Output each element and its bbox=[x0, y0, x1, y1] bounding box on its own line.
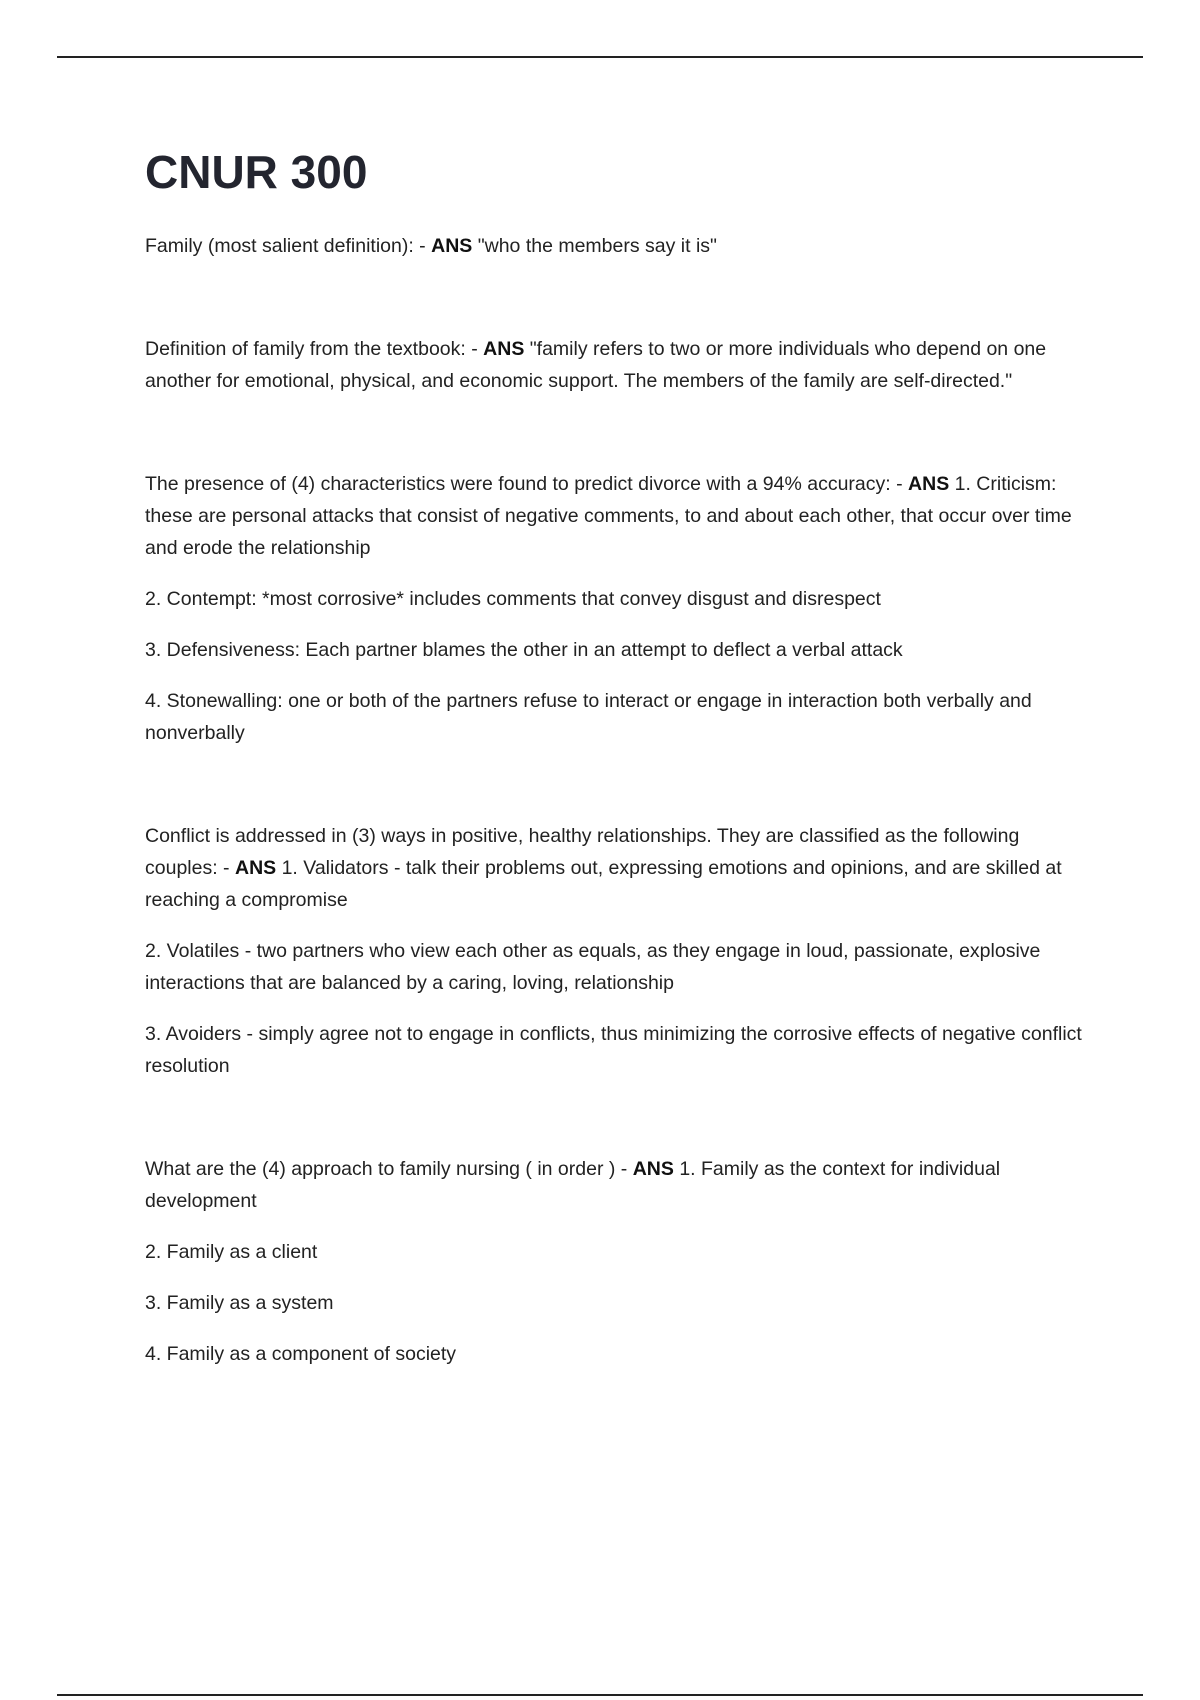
answer-list-item: 4. Stonewalling: one or both of the partners refuse to interact or engage in interaction both verbally and nonverbally bbox=[145, 690, 1032, 744]
bottom-rule bbox=[57, 1694, 1143, 1696]
ans-label: ANS bbox=[431, 235, 473, 257]
ans-label: ANS bbox=[632, 1158, 674, 1180]
qa-item bbox=[145, 230, 1085, 262]
answer-list-item: 2. Family as a client bbox=[145, 1241, 318, 1263]
answer-text: "who the members say it is" bbox=[477, 235, 717, 257]
ans-label: ANS bbox=[234, 857, 277, 879]
question-text: What are the (4) approach to family nursing ( in order ) bbox=[145, 1158, 616, 1180]
qa-item bbox=[145, 333, 1085, 397]
question-text: Family (most salient definition): bbox=[145, 235, 414, 257]
document-title: CNUR 300 bbox=[145, 146, 368, 198]
separator: - bbox=[413, 235, 432, 257]
answer-text: 1. Validators - talk their problems out, expressing emotions and opinions, and are skilled at reaching a compromise bbox=[145, 857, 1062, 911]
answer-list-item: 3. Defensiveness: Each partner blames the other in an attempt to deflect a verbal attack bbox=[145, 639, 903, 661]
question-text: The presence of (4) characteristics were found to predict divorce with a 94% accuracy: bbox=[145, 473, 891, 495]
answer-list-item: 2. Volatiles - two partners who view each other as equals, as they engage in loud, passionate, explosive interactions that are balanced by a caring, loving, relationship bbox=[145, 940, 1041, 994]
answer-list-item: 3. Family as a system bbox=[145, 1292, 334, 1314]
answer-list-item: 4. Family as a component of society bbox=[145, 1343, 457, 1365]
answer-list-item: 3. Avoiders - simply agree not to engage in conflicts, thus minimizing the corrosive effects of negative conflict resolution bbox=[145, 1023, 1082, 1077]
separator: - bbox=[615, 1158, 633, 1180]
qa-item bbox=[145, 820, 1085, 916]
question-text: Conflict is addressed in (3) ways in positive, healthy relationships. They are classified as the following couples: bbox=[145, 825, 1020, 879]
top-rule bbox=[57, 56, 1143, 58]
document-body bbox=[145, 142, 1085, 1389]
qa-item bbox=[145, 468, 1085, 564]
answer-text: 1. Criticism: these are personal attacks that consist of negative comments, to and about each other, that occur over time and erode the relationship bbox=[145, 473, 1072, 559]
separator: - bbox=[217, 857, 235, 879]
qa-list bbox=[145, 230, 1085, 1370]
question-text: Definition of family from the textbook: bbox=[145, 338, 466, 360]
separator: - bbox=[890, 473, 909, 495]
answer-text: 1. Family as the context for individual development bbox=[145, 1158, 1001, 1212]
qa-item bbox=[145, 1153, 1085, 1217]
answer-list-item: 2. Contempt: *most corrosive* includes comments that convey disgust and disrespect bbox=[145, 588, 881, 610]
ans-label: ANS bbox=[483, 338, 525, 360]
ans-label: ANS bbox=[908, 473, 950, 495]
separator: - bbox=[465, 338, 484, 360]
answer-text: "family refers to two or more individuals who depend on one another for emotional, physical, and economic support. The members of the family are self-directed." bbox=[145, 338, 1047, 392]
